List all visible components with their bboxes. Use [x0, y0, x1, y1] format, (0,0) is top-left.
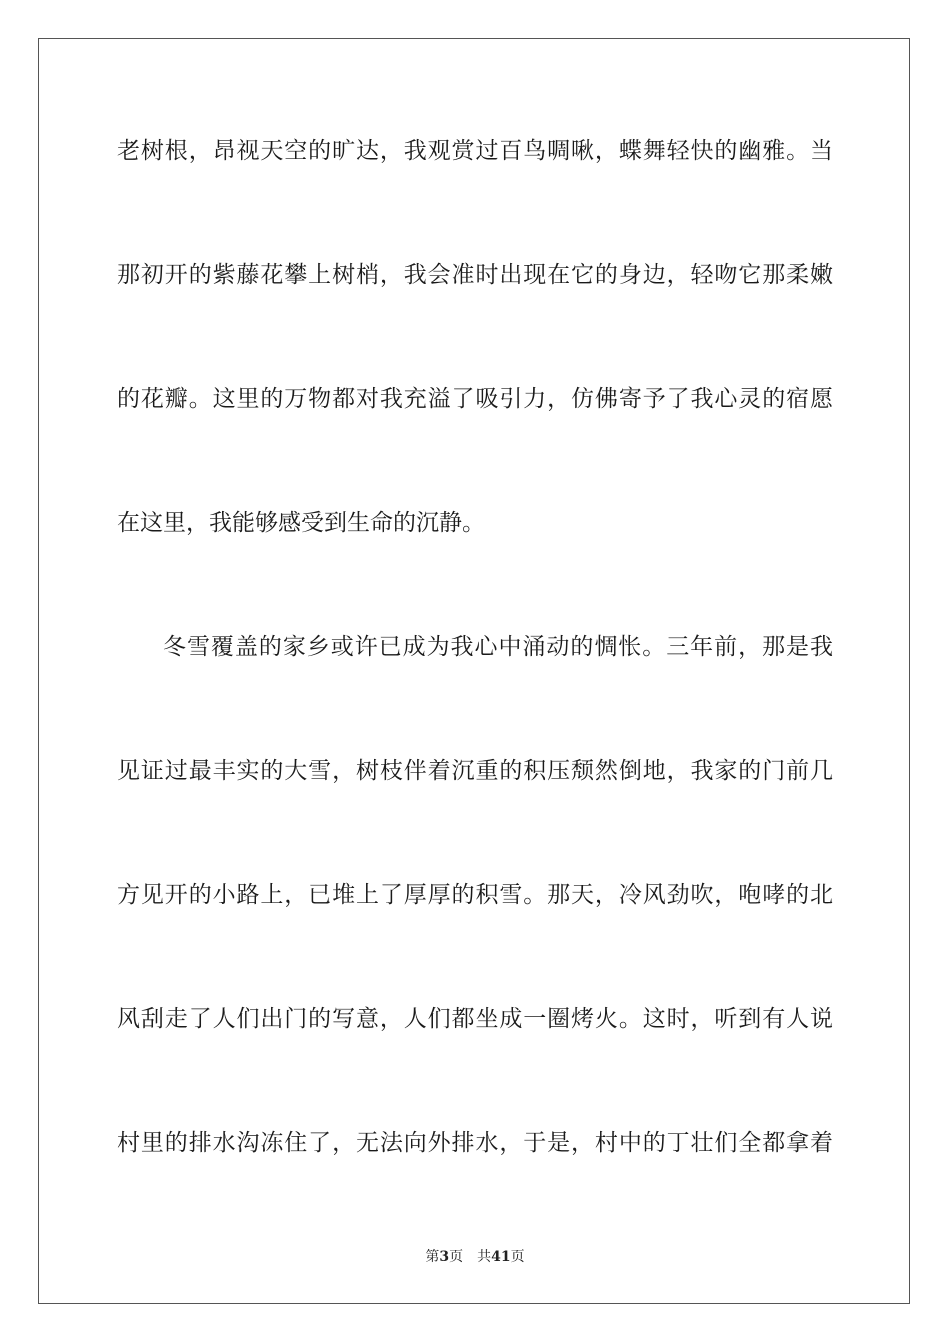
text-line-8: 风刮走了人们出门的写意，人们都坐成一圈烤火。这时，听到有人说	[117, 1006, 833, 1032]
text-line-9: 村里的排水沟冻住了，无法向外排水，于是，村中的丁壮们全都拿着	[117, 1130, 833, 1156]
footer-page-suffix: 页	[449, 1249, 464, 1265]
text-line-2: 那初开的紫藤花攀上树梢，我会准时出现在它的身边，轻吻它那柔嫩	[117, 262, 833, 288]
text-line-3: 的花瓣。这里的万物都对我充溢了吸引力，仿佛寄予了我心灵的宿愿	[117, 386, 833, 412]
text-line-4: 在这里，我能够感受到生命的沉静。	[117, 510, 485, 536]
footer-page-number: 3	[439, 1249, 450, 1265]
page-footer	[0, 1248, 950, 1266]
page-border	[38, 38, 910, 1304]
text-line-5: 冬雪覆盖的家乡或许已成为我心中涌动的惆怅。三年前，那是我	[163, 634, 833, 660]
footer-total-pages: 41	[491, 1249, 511, 1265]
text-line-7: 方见开的小路上，已堆上了厚厚的积雪。那天，冷风劲吹，咆哮的北	[117, 882, 833, 908]
text-line-6: 见证过最丰实的大雪，树枝伴着沉重的积压颓然倒地，我家的门前几	[117, 758, 833, 784]
text-line-1: 老树根，昂视天空的旷达，我观赏过百鸟啁啾，蝶舞轻快的幽雅。当	[117, 138, 833, 164]
footer-page-prefix: 第	[425, 1249, 440, 1265]
footer-total-suffix: 页	[510, 1249, 525, 1265]
footer-total-prefix: 共	[477, 1249, 492, 1265]
